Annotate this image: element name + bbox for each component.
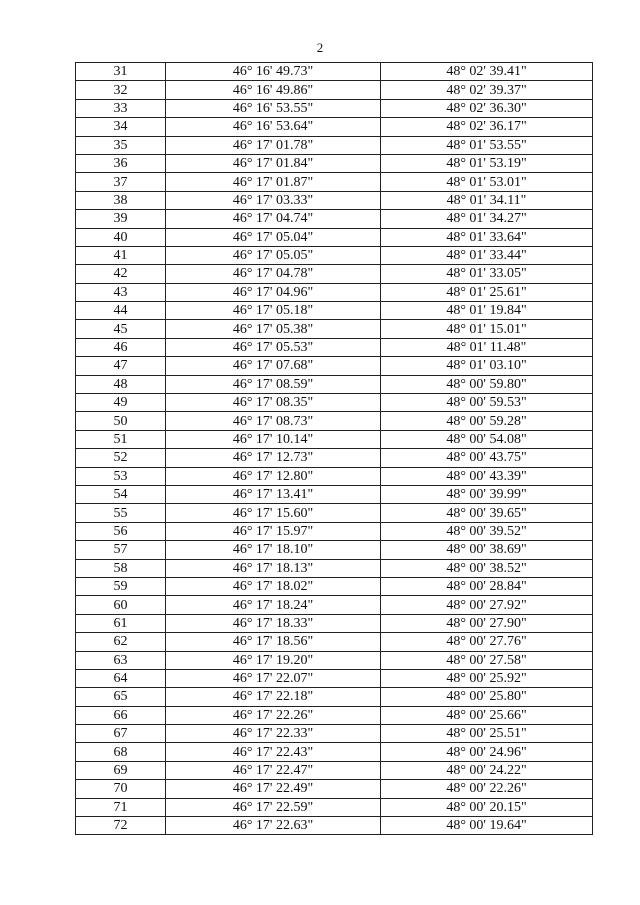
longitude-cell: 48° 01' 53.55" <box>381 136 593 154</box>
latitude-cell: 46° 17' 22.47" <box>166 761 381 779</box>
latitude-cell: 46° 17' 07.68" <box>166 357 381 375</box>
latitude-cell: 46° 17' 01.84" <box>166 154 381 172</box>
point-number-cell: 41 <box>76 246 166 264</box>
latitude-cell: 46° 17' 08.73" <box>166 412 381 430</box>
point-number-cell: 57 <box>76 541 166 559</box>
point-number-cell: 47 <box>76 357 166 375</box>
longitude-cell: 48° 01' 34.11" <box>381 191 593 209</box>
table-row <box>76 780 593 798</box>
longitude-cell: 48° 01' 33.64" <box>381 228 593 246</box>
longitude-cell: 48° 00' 19.64" <box>381 817 593 835</box>
latitude-cell: 46° 17' 05.04" <box>166 228 381 246</box>
table-row <box>76 485 593 503</box>
table-row <box>76 504 593 522</box>
table-row <box>76 541 593 559</box>
latitude-cell: 46° 17' 05.38" <box>166 320 381 338</box>
table-row <box>76 430 593 448</box>
table-row <box>76 210 593 228</box>
longitude-cell: 48° 00' 25.80" <box>381 688 593 706</box>
point-number-cell: 71 <box>76 798 166 816</box>
latitude-cell: 46° 17' 15.60" <box>166 504 381 522</box>
longitude-cell: 48° 01' 33.44" <box>381 246 593 264</box>
table-row <box>76 559 593 577</box>
table-row <box>76 761 593 779</box>
table-row <box>76 99 593 117</box>
table-row <box>76 357 593 375</box>
longitude-cell: 48° 00' 27.76" <box>381 633 593 651</box>
longitude-cell: 48° 00' 59.53" <box>381 394 593 412</box>
point-number-cell: 61 <box>76 614 166 632</box>
latitude-cell: 46° 17' 12.73" <box>166 449 381 467</box>
latitude-cell: 46° 16' 53.55" <box>166 99 381 117</box>
longitude-cell: 48° 00' 39.99" <box>381 485 593 503</box>
latitude-cell: 46° 17' 03.33" <box>166 191 381 209</box>
table-row <box>76 136 593 154</box>
latitude-cell: 46° 17' 08.59" <box>166 375 381 393</box>
point-number-cell: 69 <box>76 761 166 779</box>
table-row <box>76 467 593 485</box>
table-row <box>76 522 593 540</box>
longitude-cell: 48° 00' 20.15" <box>381 798 593 816</box>
table-row <box>76 81 593 99</box>
table-row <box>76 283 593 301</box>
table-row <box>76 394 593 412</box>
coordinates-table <box>75 62 593 835</box>
longitude-cell: 48° 01' 25.61" <box>381 283 593 301</box>
latitude-cell: 46° 17' 18.13" <box>166 559 381 577</box>
longitude-cell: 48° 00' 38.69" <box>381 541 593 559</box>
latitude-cell: 46° 17' 05.18" <box>166 302 381 320</box>
longitude-cell: 48° 00' 22.26" <box>381 780 593 798</box>
longitude-cell: 48° 01' 33.05" <box>381 265 593 283</box>
point-number-cell: 58 <box>76 559 166 577</box>
latitude-cell: 46° 17' 22.63" <box>166 817 381 835</box>
point-number-cell: 59 <box>76 577 166 595</box>
point-number-cell: 46 <box>76 338 166 356</box>
latitude-cell: 46° 17' 22.18" <box>166 688 381 706</box>
table-row <box>76 265 593 283</box>
longitude-cell: 48° 00' 27.90" <box>381 614 593 632</box>
point-number-cell: 45 <box>76 320 166 338</box>
latitude-cell: 46° 17' 12.80" <box>166 467 381 485</box>
point-number-cell: 33 <box>76 99 166 117</box>
longitude-cell: 48° 00' 27.58" <box>381 651 593 669</box>
point-number-cell: 36 <box>76 154 166 172</box>
latitude-cell: 46° 17' 18.24" <box>166 596 381 614</box>
point-number-cell: 63 <box>76 651 166 669</box>
latitude-cell: 46° 17' 19.20" <box>166 651 381 669</box>
point-number-cell: 44 <box>76 302 166 320</box>
point-number-cell: 38 <box>76 191 166 209</box>
latitude-cell: 46° 17' 22.59" <box>166 798 381 816</box>
point-number-cell: 53 <box>76 467 166 485</box>
point-number-cell: 34 <box>76 118 166 136</box>
table-row <box>76 63 593 81</box>
longitude-cell: 48° 02' 39.37" <box>381 81 593 99</box>
table-row <box>76 154 593 172</box>
point-number-cell: 56 <box>76 522 166 540</box>
longitude-cell: 48° 00' 24.96" <box>381 743 593 761</box>
latitude-cell: 46° 17' 04.78" <box>166 265 381 283</box>
longitude-cell: 48° 01' 19.84" <box>381 302 593 320</box>
point-number-cell: 67 <box>76 725 166 743</box>
point-number-cell: 31 <box>76 63 166 81</box>
longitude-cell: 48° 00' 59.28" <box>381 412 593 430</box>
latitude-cell: 46° 16' 49.73" <box>166 63 381 81</box>
latitude-cell: 46° 17' 05.05" <box>166 246 381 264</box>
longitude-cell: 48° 00' 25.92" <box>381 669 593 687</box>
table-row <box>76 118 593 136</box>
longitude-cell: 48° 01' 34.27" <box>381 210 593 228</box>
longitude-cell: 48° 00' 54.08" <box>381 430 593 448</box>
table-row <box>76 375 593 393</box>
table-row <box>76 596 593 614</box>
point-number-cell: 49 <box>76 394 166 412</box>
point-number-cell: 32 <box>76 81 166 99</box>
point-number-cell: 66 <box>76 706 166 724</box>
latitude-cell: 46° 17' 22.33" <box>166 725 381 743</box>
longitude-cell: 48° 00' 59.80" <box>381 375 593 393</box>
longitude-cell: 48° 00' 25.51" <box>381 725 593 743</box>
latitude-cell: 46° 16' 53.64" <box>166 118 381 136</box>
point-number-cell: 62 <box>76 633 166 651</box>
point-number-cell: 40 <box>76 228 166 246</box>
longitude-cell: 48° 00' 27.92" <box>381 596 593 614</box>
point-number-cell: 51 <box>76 430 166 448</box>
table-row <box>76 743 593 761</box>
table-row <box>76 577 593 595</box>
table-row <box>76 302 593 320</box>
latitude-cell: 46° 17' 22.07" <box>166 669 381 687</box>
latitude-cell: 46° 17' 04.74" <box>166 210 381 228</box>
latitude-cell: 46° 17' 01.78" <box>166 136 381 154</box>
table-row <box>76 246 593 264</box>
point-number-cell: 37 <box>76 173 166 191</box>
table-row <box>76 651 593 669</box>
page-number: 2 <box>316 40 324 55</box>
point-number-cell: 60 <box>76 596 166 614</box>
latitude-cell: 46° 17' 18.10" <box>166 541 381 559</box>
table-row <box>76 173 593 191</box>
table-row <box>76 338 593 356</box>
point-number-cell: 68 <box>76 743 166 761</box>
longitude-cell: 48° 00' 39.52" <box>381 522 593 540</box>
table-row <box>76 449 593 467</box>
point-number-cell: 50 <box>76 412 166 430</box>
table-row <box>76 817 593 835</box>
longitude-cell: 48° 00' 43.75" <box>381 449 593 467</box>
latitude-cell: 46° 17' 15.97" <box>166 522 381 540</box>
table-row <box>76 191 593 209</box>
point-number-cell: 39 <box>76 210 166 228</box>
longitude-cell: 48° 01' 53.01" <box>381 173 593 191</box>
point-number-cell: 48 <box>76 375 166 393</box>
longitude-cell: 48° 00' 39.65" <box>381 504 593 522</box>
longitude-cell: 48° 00' 24.22" <box>381 761 593 779</box>
latitude-cell: 46° 17' 13.41" <box>166 485 381 503</box>
latitude-cell: 46° 17' 10.14" <box>166 430 381 448</box>
table-row <box>76 228 593 246</box>
latitude-cell: 46° 17' 04.96" <box>166 283 381 301</box>
point-number-cell: 43 <box>76 283 166 301</box>
longitude-cell: 48° 02' 36.30" <box>381 99 593 117</box>
point-number-cell: 35 <box>76 136 166 154</box>
longitude-cell: 48° 00' 38.52" <box>381 559 593 577</box>
table-row <box>76 798 593 816</box>
point-number-cell: 72 <box>76 817 166 835</box>
longitude-cell: 48° 00' 43.39" <box>381 467 593 485</box>
longitude-cell: 48° 02' 36.17" <box>381 118 593 136</box>
latitude-cell: 46° 17' 22.49" <box>166 780 381 798</box>
longitude-cell: 48° 01' 15.01" <box>381 320 593 338</box>
table-row <box>76 412 593 430</box>
point-number-cell: 65 <box>76 688 166 706</box>
table-row <box>76 725 593 743</box>
latitude-cell: 46° 17' 05.53" <box>166 338 381 356</box>
point-number-cell: 55 <box>76 504 166 522</box>
table-row <box>76 688 593 706</box>
table-row <box>76 669 593 687</box>
point-number-cell: 64 <box>76 669 166 687</box>
point-number-cell: 42 <box>76 265 166 283</box>
longitude-cell: 48° 02' 39.41" <box>381 63 593 81</box>
longitude-cell: 48° 00' 25.66" <box>381 706 593 724</box>
latitude-cell: 46° 17' 18.56" <box>166 633 381 651</box>
longitude-cell: 48° 01' 11.48" <box>381 338 593 356</box>
longitude-cell: 48° 01' 53.19" <box>381 154 593 172</box>
latitude-cell: 46° 17' 22.26" <box>166 706 381 724</box>
table-row <box>76 614 593 632</box>
table-row <box>76 633 593 651</box>
table-row <box>76 320 593 338</box>
latitude-cell: 46° 17' 01.87" <box>166 173 381 191</box>
latitude-cell: 46° 16' 49.86" <box>166 81 381 99</box>
latitude-cell: 46° 17' 08.35" <box>166 394 381 412</box>
coordinates-table-body <box>76 63 593 835</box>
point-number-cell: 54 <box>76 485 166 503</box>
latitude-cell: 46° 17' 18.02" <box>166 577 381 595</box>
point-number-cell: 70 <box>76 780 166 798</box>
latitude-cell: 46° 17' 18.33" <box>166 614 381 632</box>
table-row <box>76 706 593 724</box>
longitude-cell: 48° 01' 03.10" <box>381 357 593 375</box>
longitude-cell: 48° 00' 28.84" <box>381 577 593 595</box>
point-number-cell: 52 <box>76 449 166 467</box>
latitude-cell: 46° 17' 22.43" <box>166 743 381 761</box>
